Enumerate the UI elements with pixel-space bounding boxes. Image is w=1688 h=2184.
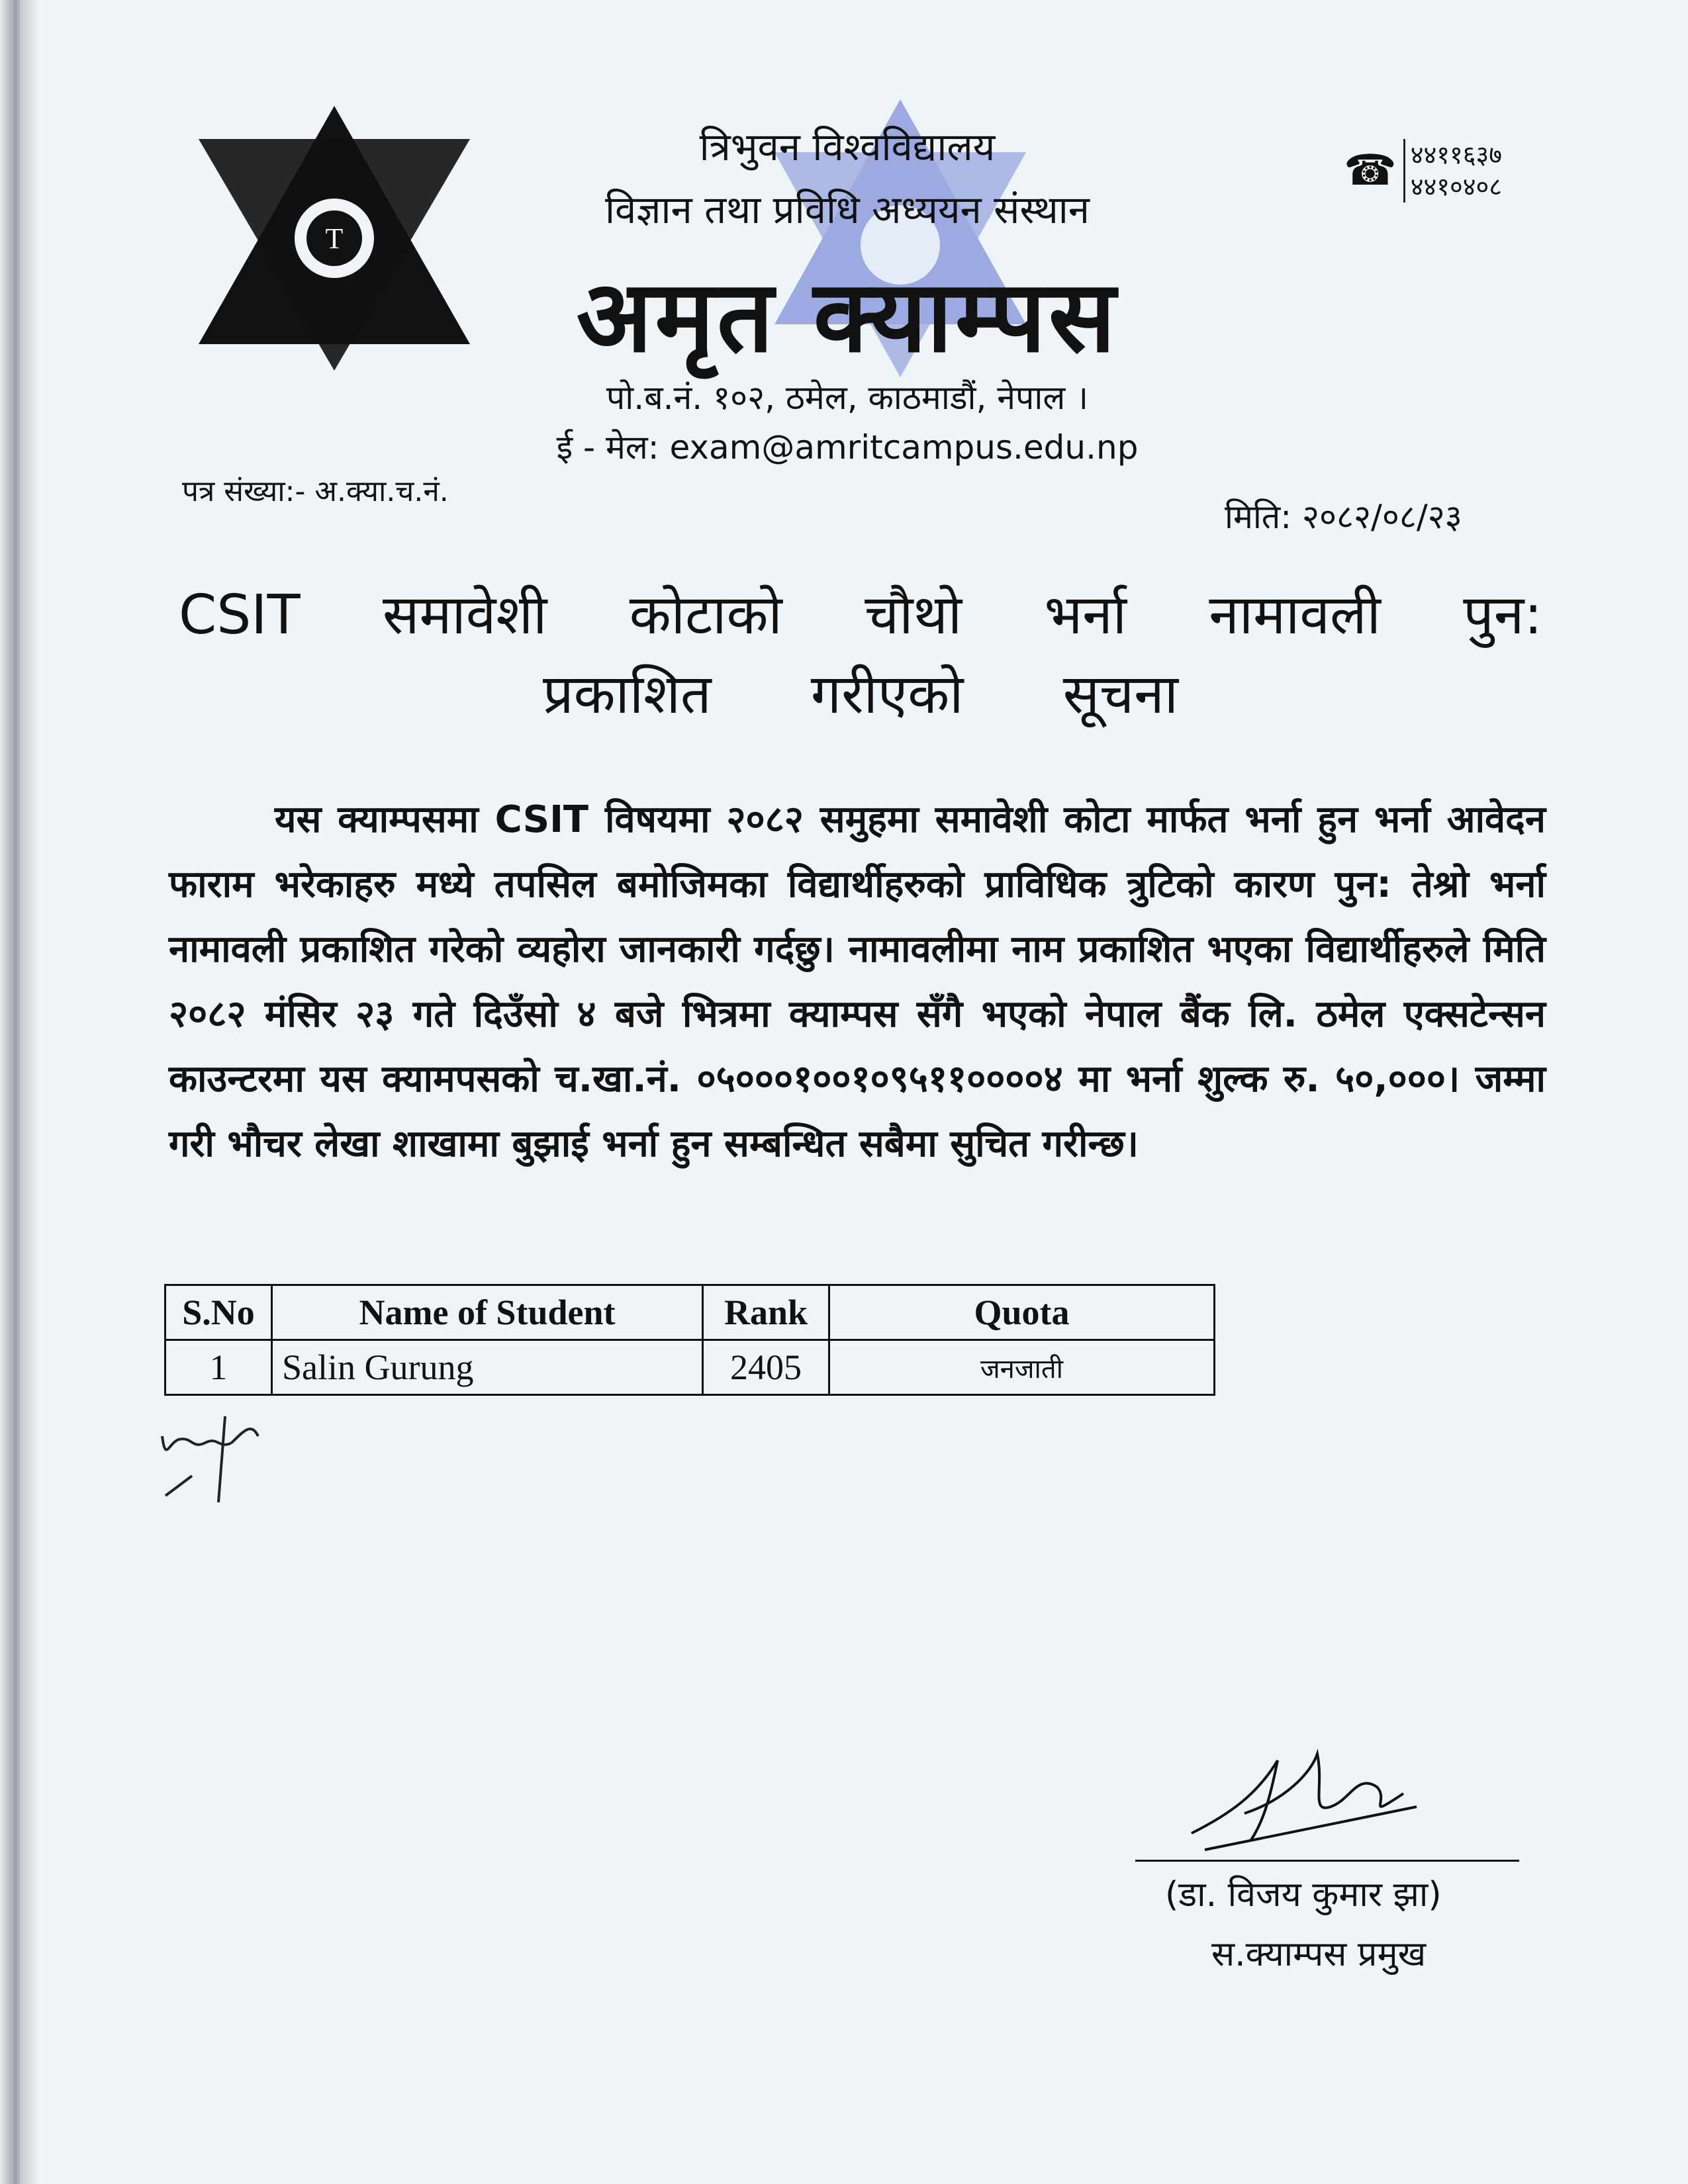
header-sno: S.No — [165, 1285, 272, 1340]
header-name: Name of Student — [272, 1285, 703, 1340]
phone-number: ४४१०४०८ — [1410, 172, 1503, 201]
table-row — [165, 1340, 1215, 1395]
notice-title-line2: प्रकाशित गरीएको सूचना — [543, 663, 1178, 726]
institute-name: विज्ञान तथा प्रविधि अध्ययन संस्थान — [605, 187, 1090, 232]
cell-rank: 2405 — [703, 1340, 829, 1395]
svg-text:T: T — [325, 222, 344, 255]
initials-scribble — [152, 1403, 285, 1509]
notice-body: यस क्याम्पसमा CSIT विषयमा २०८२ समुहमा समावेशी कोटा मार्फत भर्ना हुन भर्ना आवेदन फाराम भरेकाहरु मध्ये तपसिल बमोजिमका विद्यार्थीहरुको प्राविधिक त्रुटिको कारण पुन: तेश्रो भर्ना नामावली प्रकाशित गरेको व्यहोरा जानकारी गर्दछु। नामावलीमा नाम प्रकाशित भएका विद्यार्थीहरुले मिति २०८२ मंसिर २३ गते दिउँसो ४ बजे भित्रमा क्याम्पस सँगै भएको नेपाल बैंक लि. ठमेल एक्सटेन्सन काउन्टरमा यस क्यामपसको च.खा.नं. ०५०००१००१०९५११००००४ मा भर्ना शुल्क रु. ५०,०००। जम्मा गरी भौचर लेखा शाखामा बुझाई भर्ना हुन सम्बन्धित सबैमा सुचित गरीन्छ। — [169, 798, 1546, 1165]
university-name: त्रिभुवन विश्वविद्यालय — [699, 124, 996, 169]
signature — [1178, 1734, 1430, 1860]
header-quota: Quota — [829, 1285, 1215, 1340]
email: exam@amritcampus.edu.np — [669, 428, 1139, 467]
notice-title: CSIT समावेशी कोटाको चौथो भर्ना नामावली पुन: — [179, 584, 1542, 647]
signatory-name: (डा. विजय कुमार झा) — [1165, 1875, 1442, 1915]
signatory-title: स.क्याम्पस प्रमुख — [1211, 1934, 1427, 1974]
phone-block — [1344, 139, 1502, 203]
phone-number: ४४११६३७ — [1410, 140, 1503, 169]
scan-edge — [0, 0, 40, 2184]
header-rank: Rank — [703, 1285, 829, 1340]
cell-name: Salin Gurung — [272, 1340, 703, 1395]
cell-sno: 1 — [165, 1340, 272, 1395]
email-label: ई - मेल: — [556, 428, 659, 467]
reference-number: पत्र संख्या:- अ.क्या.च.नं. — [182, 475, 449, 508]
table-header-row — [165, 1285, 1215, 1340]
date: मिति: २०८२/०८/२३ — [1225, 498, 1462, 536]
cell-quota: जनजाती — [829, 1340, 1215, 1395]
address: पो.ब.नं. १०२, ठमेल, काठमाडौं, नेपाल । — [606, 379, 1089, 417]
campus-name: अमृत क्याम्पस — [576, 259, 1119, 375]
email-line — [463, 424, 1231, 469]
tu-logo — [179, 99, 490, 377]
telephone-icon: ☎ — [1344, 146, 1397, 195]
student-table — [164, 1284, 1215, 1396]
signature-line — [1135, 1860, 1519, 1862]
